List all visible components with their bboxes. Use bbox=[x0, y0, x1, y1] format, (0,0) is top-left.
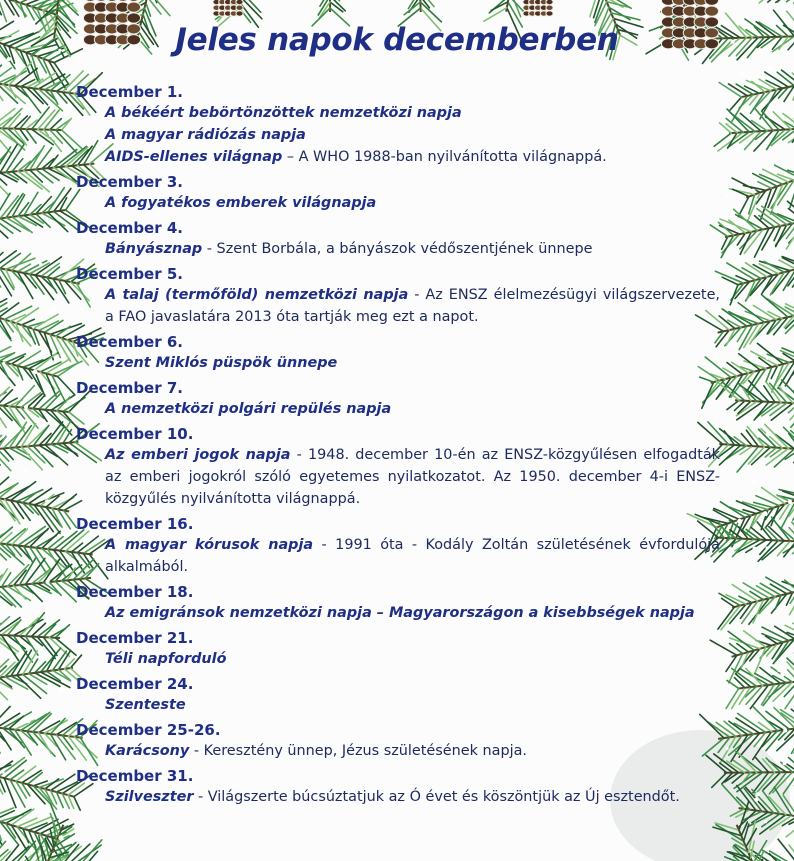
day-observances bbox=[76, 192, 720, 214]
day-date: December 21. bbox=[76, 629, 194, 647]
day-observances bbox=[76, 284, 720, 328]
day-observances bbox=[76, 444, 720, 510]
observance-name: A fogyatékos emberek világnapja bbox=[105, 195, 377, 211]
day-date: December 1. bbox=[76, 83, 183, 101]
observance-name: A nemzetközi polgári repülés napja bbox=[105, 401, 392, 417]
observance-line bbox=[105, 648, 720, 670]
day-entry bbox=[76, 674, 720, 716]
observance-line bbox=[105, 352, 720, 374]
observance-line bbox=[105, 398, 720, 420]
day-entry bbox=[76, 172, 720, 214]
day-date: December 7. bbox=[76, 379, 183, 397]
day-entry bbox=[76, 514, 720, 578]
day-observances bbox=[76, 694, 720, 716]
observance-name: A talaj (termőföld) nemzetközi napja bbox=[105, 287, 409, 303]
observance-name: Az emberi jogok napja bbox=[105, 447, 291, 463]
observance-description: - 1991 óta - Kodály Zoltán születésének évfordulója alkalmából. bbox=[105, 537, 720, 575]
day-date: December 31. bbox=[76, 767, 194, 785]
observance-name: Karácsony bbox=[105, 743, 190, 759]
day-observances bbox=[76, 352, 720, 374]
observance-name: Szilveszter bbox=[105, 789, 194, 805]
observance-line bbox=[105, 444, 720, 510]
day-date: December 4. bbox=[76, 219, 183, 237]
observance-name: Az emigránsok nemzetközi napja – Magyarországon a kisebbségek napja bbox=[105, 605, 695, 621]
observance-description: – A WHO 1988-ban nyilvánította világnappá. bbox=[282, 149, 607, 165]
observance-line bbox=[105, 740, 720, 762]
day-date: December 25-26. bbox=[76, 721, 221, 739]
day-observances bbox=[76, 740, 720, 762]
day-date: December 3. bbox=[76, 173, 183, 191]
day-entry bbox=[76, 720, 720, 762]
observance-line bbox=[105, 694, 720, 716]
observance-name: Szenteste bbox=[105, 697, 186, 713]
observance-line bbox=[105, 534, 720, 578]
observance-name: AIDS-ellenes világnap bbox=[105, 149, 283, 165]
day-date: December 10. bbox=[76, 425, 194, 443]
observance-description: - Világszerte búcsúztatjuk az Ó évet és köszöntjük az Új esztendőt. bbox=[193, 789, 680, 805]
day-date: December 18. bbox=[76, 583, 194, 601]
day-observances bbox=[76, 786, 720, 808]
observance-name: A békéért bebörtönzöttek nemzetközi napja bbox=[105, 105, 462, 121]
day-entry bbox=[76, 628, 720, 670]
observance-line bbox=[105, 602, 720, 624]
observance-description: - Keresztény ünnep, Jézus születésének napja. bbox=[189, 743, 527, 759]
observance-line bbox=[105, 284, 720, 328]
page-title: Jeles napok decemberben bbox=[175, 22, 619, 58]
observance-name: A magyar kórusok napja bbox=[105, 537, 314, 553]
day-date: December 5. bbox=[76, 265, 183, 283]
observance-description: - Az ENSZ élelmezésügyi világszervezete, a FAO javaslatára 2013 óta tartják meg ezt a napot. bbox=[105, 287, 720, 325]
observance-line bbox=[105, 102, 720, 124]
day-entry bbox=[76, 332, 720, 374]
observance-description: - Szent Borbála, a bányászok védőszentjének ünnepe bbox=[202, 241, 593, 257]
day-entry bbox=[76, 378, 720, 420]
observance-name: Szent Miklós püspök ünnepe bbox=[105, 355, 338, 371]
day-entry bbox=[76, 264, 720, 328]
day-entry bbox=[76, 582, 720, 624]
observance-list bbox=[76, 82, 720, 812]
observance-description: - 1948. december 10-én az ENSZ-közgyűlésen elfogadták az emberi jogokról szóló egyetemes nyilatkozatot. Az 1950. december 4-i ENSZ-közgyűlés nyilvánította világnappá. bbox=[105, 447, 720, 507]
observance-line bbox=[105, 146, 720, 168]
day-observances bbox=[76, 648, 720, 670]
day-observances bbox=[76, 534, 720, 578]
day-observances bbox=[76, 102, 720, 168]
observance-line bbox=[105, 786, 720, 808]
day-observances bbox=[76, 602, 720, 624]
observance-line bbox=[105, 192, 720, 214]
observance-name: A magyar rádiózás napja bbox=[105, 127, 306, 143]
observance-line bbox=[105, 124, 720, 146]
day-entry bbox=[76, 218, 720, 260]
day-entry bbox=[76, 766, 720, 808]
day-date: December 24. bbox=[76, 675, 194, 693]
observance-name: Bányásznap bbox=[105, 241, 203, 257]
day-observances bbox=[76, 238, 720, 260]
day-entry bbox=[76, 424, 720, 510]
day-date: December 16. bbox=[76, 515, 194, 533]
observance-name: Téli napforduló bbox=[105, 651, 227, 667]
day-observances bbox=[76, 398, 720, 420]
observance-line bbox=[105, 238, 720, 260]
day-entry bbox=[76, 82, 720, 168]
day-date: December 6. bbox=[76, 333, 183, 351]
